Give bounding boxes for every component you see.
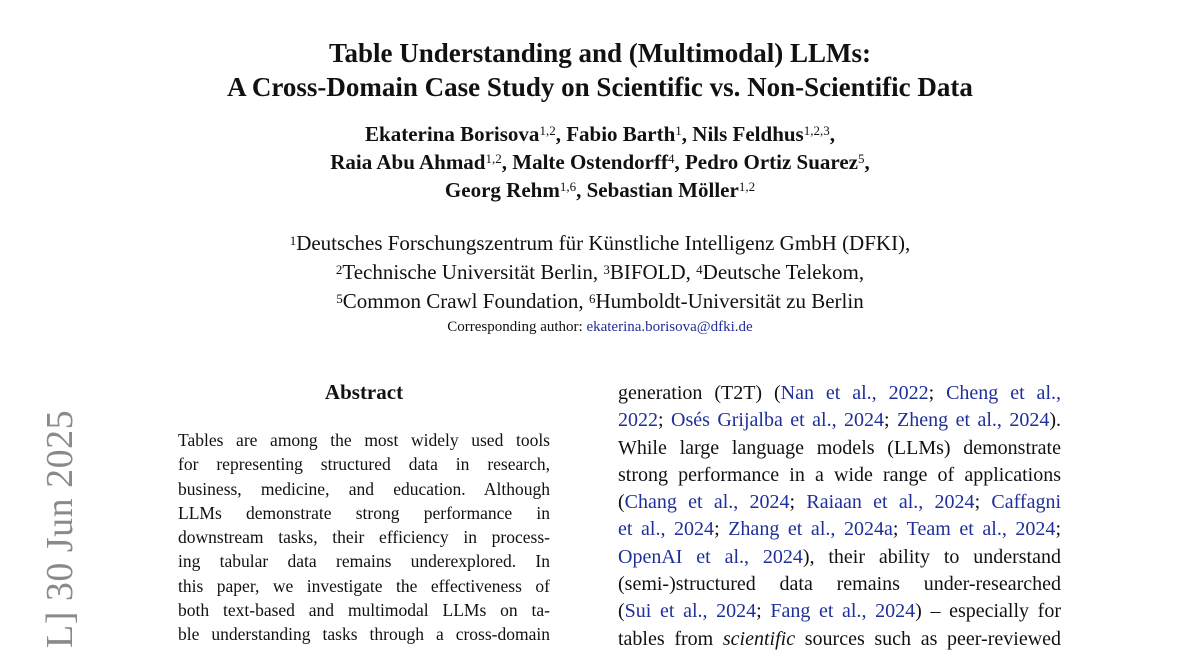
author-line-3: Georg Rehm$^{1,6}$, Sebastian Möller$^{1,2}$ bbox=[444, 178, 756, 202]
affiliation-line-2 bbox=[0, 258, 1200, 287]
emphasis-text: scientific bbox=[722, 627, 796, 650]
citation-link[interactable]: OpenAI et al., 2024 bbox=[618, 545, 803, 568]
author-affiliation-mark: 5 bbox=[857, 151, 865, 166]
abstract-line: ing tabular data remains underexplored. In bbox=[178, 551, 550, 572]
author-affiliation-mark: 1,6 bbox=[559, 179, 577, 194]
body-line bbox=[618, 380, 1061, 407]
text-run: ( bbox=[618, 600, 625, 623]
abstract-heading: Abstract bbox=[324, 380, 404, 404]
body-line bbox=[618, 598, 1061, 625]
text-run: tables from bbox=[618, 627, 723, 650]
affiliation-number: 6 bbox=[588, 291, 596, 306]
author-name: Nils Feldhus bbox=[692, 122, 804, 146]
text-run: ). bbox=[1049, 409, 1061, 432]
citation-link[interactable]: Sui et al., 2024 bbox=[624, 600, 757, 623]
text-run: ; bbox=[714, 518, 729, 541]
abstract-line: business, medicine, and education. Although bbox=[178, 478, 550, 499]
body-line bbox=[618, 544, 1061, 571]
author-name: Pedro Ortiz Suarez bbox=[684, 150, 858, 174]
citation-link[interactable]: Nan et al., 2022 bbox=[780, 382, 929, 404]
title-line-1: Table Understanding and (Multimodal) LLMs: bbox=[328, 38, 872, 68]
text-run: ; bbox=[1055, 518, 1061, 541]
affiliation-text: Common Crawl Foundation, bbox=[342, 289, 589, 313]
body-line bbox=[618, 489, 1061, 516]
author-line-1: Ekaterina Borisova$^{1,2}$, Fabio Barth$^1$, Nils Feldhus$^{1,2,3}$, bbox=[365, 122, 835, 146]
affiliation-text: Humboldt-Universität zu Berlin bbox=[595, 289, 864, 313]
author-affiliation-mark: 1,2 bbox=[738, 179, 756, 194]
author-affiliation-mark: 1,2 bbox=[485, 151, 502, 166]
affiliation-number: 4 bbox=[696, 262, 703, 277]
citation-link[interactable]: Cheng et al., bbox=[946, 382, 1061, 404]
body-line: strong performance in a wide range of applications bbox=[618, 463, 1061, 486]
text-run: ; bbox=[658, 409, 671, 432]
author-list bbox=[0, 120, 1200, 204]
affiliation-number: 2 bbox=[335, 262, 343, 277]
affiliation-text: Technische Universität Berlin, bbox=[342, 260, 604, 284]
body-line bbox=[618, 626, 1061, 653]
affiliation-line-1 bbox=[0, 229, 1200, 258]
citation-link[interactable]: Osés Grijalba et al., 2024 bbox=[671, 409, 885, 432]
citation-link[interactable]: Zheng et al., 2024 bbox=[897, 409, 1050, 432]
affiliations bbox=[0, 229, 1200, 316]
abstract-line: both text-based and multimodal LLMs on ta- bbox=[178, 600, 550, 621]
affiliation-text: Deutsches Forschungszentrum für Künstliche Intelligenz GmbH (DFKI), bbox=[296, 231, 911, 255]
abstract-line: this paper, we investigate the effectiveness of bbox=[178, 575, 550, 596]
affiliation-text: Deutsche Telekom, bbox=[702, 260, 865, 284]
text-run: ) – especially for bbox=[915, 600, 1061, 623]
corresponding-email-link[interactable]: ekaterina.borisova@dfki.de bbox=[586, 319, 753, 335]
body-line: While large language models (LLMs) demonstrate bbox=[618, 436, 1061, 459]
author-name: Malte Ostendorff bbox=[512, 150, 668, 174]
author-name: Fabio Barth bbox=[566, 122, 676, 146]
text-run: ; bbox=[789, 491, 807, 514]
citation-link[interactable]: Raiaan et al., 2024 bbox=[806, 491, 975, 514]
intro-column bbox=[618, 380, 1061, 653]
author-affiliation-mark: 1,2 bbox=[539, 123, 556, 138]
paper-title bbox=[0, 36, 1200, 104]
citation-link[interactable]: Team et al., 2024 bbox=[906, 518, 1056, 541]
text-run: ; bbox=[884, 409, 898, 432]
author-line-2: Raia Abu Ahmad$^{1,2}$, Malte Ostendorff$^4$, Pedro Ortiz Suarez$^5$, bbox=[330, 150, 870, 174]
body-line bbox=[618, 407, 1061, 434]
text-run: ; bbox=[974, 491, 992, 514]
author-affiliation-mark: 1 bbox=[675, 123, 682, 138]
affiliation-number: 5 bbox=[336, 291, 343, 306]
abstract-line: LLMs demonstrate strong performance in bbox=[178, 502, 550, 523]
body-line: (semi-)structured data remains under-researched bbox=[618, 573, 1061, 596]
text-run: ; bbox=[756, 600, 771, 623]
text-run: sources such as peer-reviewed bbox=[795, 627, 1062, 650]
affiliation-number: 3 bbox=[603, 262, 610, 277]
affiliation-number: 1 bbox=[289, 233, 297, 248]
author-affiliation-mark: 1,2,3 bbox=[803, 123, 830, 138]
citation-link[interactable]: Zhang et al., 2024a bbox=[728, 518, 893, 541]
citation-link[interactable]: et al., 2024 bbox=[618, 518, 715, 541]
corresponding-author bbox=[0, 319, 1200, 336]
citation-link[interactable]: Fang et al., 2024 bbox=[770, 600, 916, 623]
text-run: ; bbox=[892, 518, 907, 541]
arxiv-stamp-text: L] 30 Jun 2025 bbox=[39, 409, 81, 648]
author-name: Georg Rehm bbox=[444, 178, 560, 202]
body-line bbox=[618, 516, 1061, 543]
citation-link[interactable]: Chang et al., 2024 bbox=[624, 491, 790, 514]
affiliation-line-3 bbox=[0, 287, 1200, 316]
corresponding-label: Corresponding author: bbox=[447, 319, 587, 335]
author-name: Sebastian Möller bbox=[586, 178, 739, 202]
abstract-line: ble understanding tasks through a cross-domain bbox=[178, 624, 550, 645]
text-run: ), their ability to understand bbox=[802, 545, 1061, 568]
text-run: generation (T2T) ( bbox=[618, 382, 781, 404]
abstract-body bbox=[178, 428, 550, 647]
author-name: Ekaterina Borisova bbox=[365, 122, 540, 146]
author-name: Raia Abu Ahmad bbox=[330, 150, 486, 174]
abstract-line: for representing structured data in research, bbox=[178, 454, 550, 475]
abstract-line: Tables are among the most widely used tools bbox=[178, 430, 550, 450]
citation-link[interactable]: Caffagni bbox=[991, 491, 1061, 514]
abstract-line: downstream tasks, their efficiency in process- bbox=[178, 527, 550, 548]
citation-link[interactable]: 2022 bbox=[618, 409, 658, 432]
arxiv-side-stamp bbox=[28, 392, 81, 648]
author-affiliation-mark: 4 bbox=[667, 151, 675, 166]
title-line-2: A Cross-Domain Case Study on Scientific vs. Non-Scientific Data bbox=[227, 72, 973, 102]
text-run: ; bbox=[928, 382, 947, 404]
affiliation-text: BIFOLD, bbox=[609, 260, 697, 284]
text-run: ( bbox=[618, 491, 625, 514]
